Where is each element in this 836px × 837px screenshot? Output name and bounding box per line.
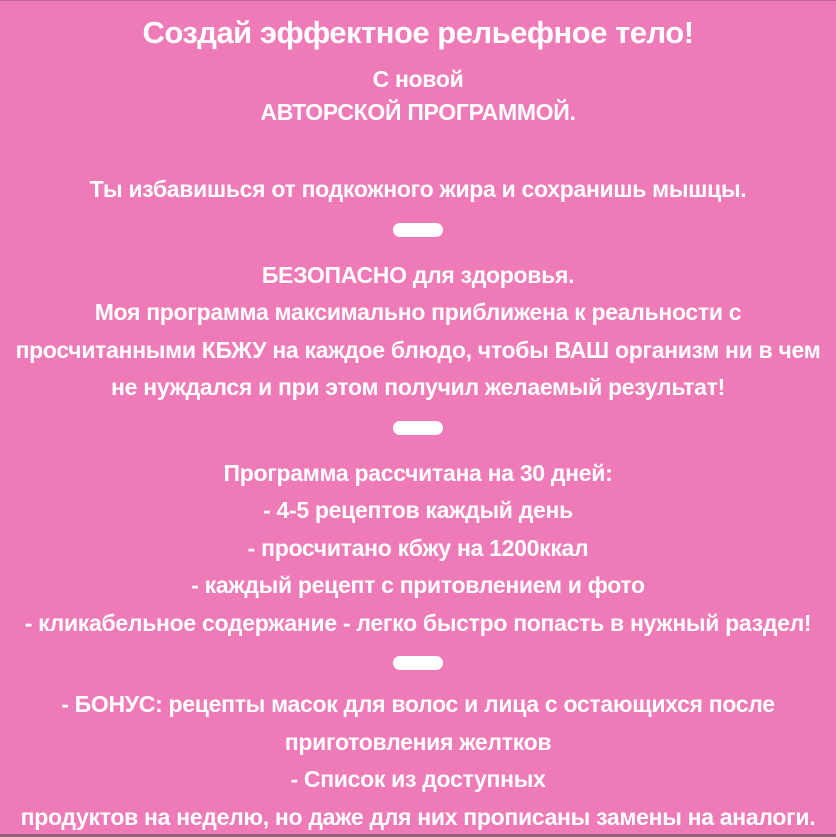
divider-pill-3 (393, 656, 443, 670)
subtitle-line-2: АВТОРСКОЙ ПРОГРАММОЙ. (260, 99, 576, 125)
safety-line-1: Моя программа максимально приближена к реальности с (94, 299, 742, 325)
divider-pill-2 (393, 421, 443, 435)
intro-text: Ты избавишься от подкожного жира и сохранишь мышцы. (89, 176, 747, 202)
safety-line-2: просчитанными КБЖУ на каждое блюдо, чтобы ВАШ организм ни в чем (15, 336, 821, 363)
divider-pill-1 (393, 223, 443, 237)
bonus-line-3: - Список из доступных (290, 766, 546, 792)
main-title: Создай эффектное рельефное тело! (142, 15, 694, 50)
program-item-2: - просчитано кбжу на 1200ккал (247, 534, 589, 561)
safety-heading: БЕЗОПАСНО для здоровья. (261, 261, 575, 288)
bonus-line-1: - БОНУС: рецепты масок для волос и лица с остающихся после (61, 691, 775, 717)
program-item-4: - кликабельное содержание - легко быстро попасть в нужный раздел! (24, 609, 812, 636)
bonus-line-2: приготовления желтков (284, 728, 552, 755)
program-item-1: - 4-5 рецептов каждый день (263, 497, 573, 523)
top-edge-line (0, 0, 836, 1)
subtitle-line-1: С новой (372, 66, 464, 92)
bonus-line-4: продуктов на неделю, но даже для них прописаны замены на аналоги. (20, 803, 816, 830)
program-item-3: - каждый рецепт с притовлением и фото (191, 572, 645, 598)
program-heading: Программа рассчитана на 30 дней: (223, 459, 613, 486)
safety-line-3: не нуждался и при этом получил желаемый результат! (111, 374, 725, 400)
